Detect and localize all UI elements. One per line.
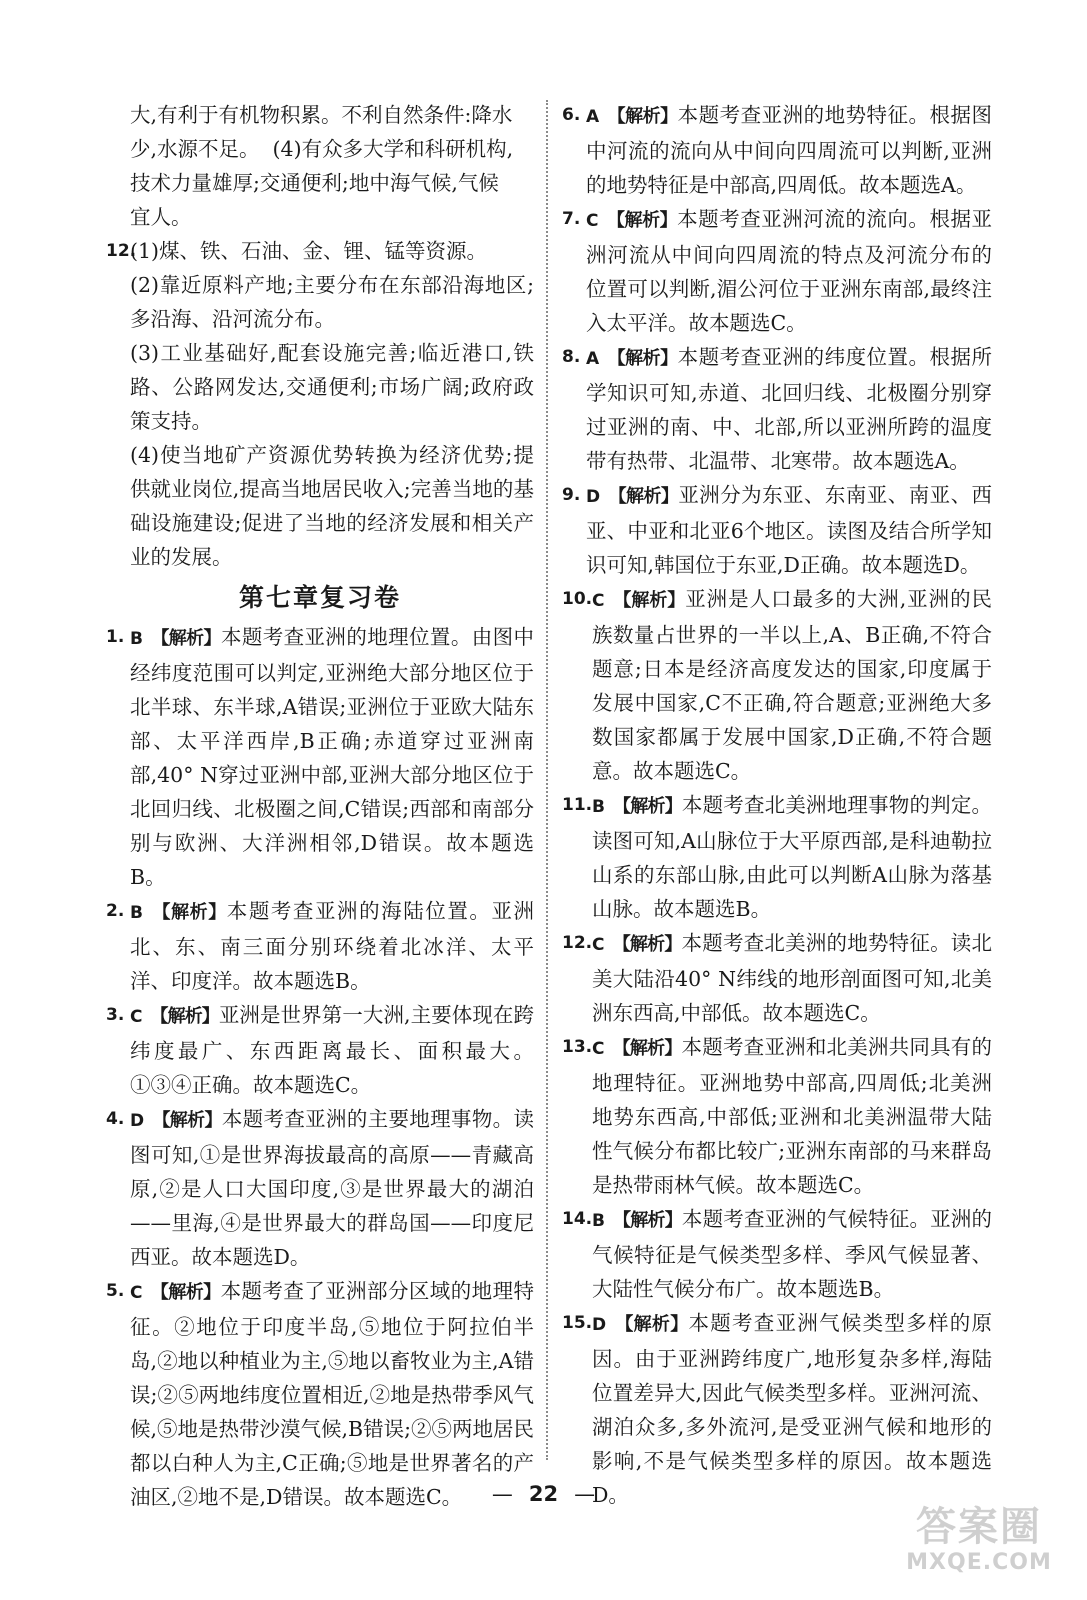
answer-item: [562, 1202, 992, 1306]
answer-letter: B: [592, 1211, 605, 1231]
item-number: 10.: [562, 589, 593, 609]
answer-item: [106, 998, 534, 1102]
answer-item: [106, 894, 534, 998]
analysis-label: 【解析】: [608, 486, 679, 507]
watermark-url: MXQE.COM: [906, 1550, 1052, 1575]
analysis-text: 本题考查亚洲的地理位置。由图中经纬度范围可以判定,亚洲绝大部分地区位于北半球、东半球,A错误;亚洲位于亚欧大陆东部、太平洋西岸,B正确;赤道穿过亚洲南部,40° N穿过亚洲中部,亚洲大部分地区位于北回归线、北极圈之间,C错误;西部和南部分别与欧洲、大洋洲相邻,D错误。故本题选B。: [130, 625, 535, 889]
item-number: 15.: [562, 1313, 593, 1333]
answer-item: [562, 582, 992, 788]
analysis-label: 【解析】: [150, 628, 221, 649]
answer-letter: C: [592, 935, 605, 955]
analysis-label: 【解析】: [612, 934, 682, 955]
analysis-label: 【解析】: [612, 1210, 682, 1231]
analysis-label: 【解析】: [612, 1038, 682, 1059]
analysis-label: 【解析】: [606, 210, 678, 231]
column-divider: [546, 100, 548, 1460]
answer-item: [562, 1030, 992, 1202]
answer-item: [562, 98, 992, 202]
item-number: 13.: [562, 1037, 593, 1057]
item-number: 11.: [562, 795, 593, 815]
watermark-title: 答案圈: [916, 1504, 1042, 1550]
answer-letter: D: [592, 1315, 607, 1335]
page-dash-left: —: [491, 1482, 513, 1506]
analysis-text: 本题考查亚洲和北美洲共同具有的地理特征。亚洲地势中部高,四周低;北美洲地势东西高,中部低;亚洲和北美洲温带大陆性气候分布都比较广;亚洲东南部的马来群岛是热带雨林气候。故本题选C。: [592, 1035, 993, 1197]
answer-letter: D: [586, 487, 601, 507]
item-number: 3.: [106, 1005, 125, 1025]
answer-letter: C: [592, 591, 605, 611]
analysis-text: 本题考查亚洲河流的流向。根据亚洲河流从中间向四周流的特点及河流分布的位置可以判断,湄公河位于亚洲东南部,最终注入太平洋。故本题选C。: [586, 207, 993, 335]
analysis-text: 本题考查亚洲的纬度位置。根据所学知识可知,赤道、北回归线、北极圈分别穿过亚洲的南、中、北部,所以亚洲所跨的温度带有热带、北温带、北寒带。故本题选A。: [586, 345, 993, 473]
answer-letter: B: [130, 903, 143, 923]
answer-letter: C: [130, 1283, 143, 1303]
answer-item: [106, 1102, 534, 1274]
continued-answer: [106, 98, 534, 234]
item-number: 6.: [562, 105, 581, 125]
sub-answer: (4)使当地矿产资源优势转换为经济优势;提供就业岗位,提高当地居民收入;完善当地的基础设施建设;促进了当地的经济发展和相关产业的发展。: [130, 443, 534, 569]
analysis-label: 【解析】: [607, 106, 678, 127]
watermark-logo: [891, 1504, 1067, 1590]
analysis-text: 亚洲是世界第一大洲,主要体现在跨纬度最广、东西距离最长、面积最大。①③④正确。故本题选C。: [130, 1003, 534, 1097]
analysis-text: 本题考查了亚洲部分区域的地理特征。②地位于印度半岛,⑤地位于阿拉伯半岛,②地以种植业为主,⑤地以畜牧业为主,A错误;②⑤两地纬度位置相近,②地是热带季风气候,⑤地是热带沙漠气候,B错误;②⑤两地居民都以白种人为主,C正确;⑤地是世界著名的产油区,②地不是,D错误。故本题选C。: [130, 1279, 535, 1509]
analysis-text: 本题考查北美洲地理事物的判定。读图可知,A山脉位于大平原西部,是科迪勒拉山系的东部山脉,由此可以判断A山脉为落基山脉。故本题选B。: [592, 793, 993, 921]
page-number: [0, 1482, 1087, 1506]
analysis-text: 本题考查北美洲的地势特征。读北美大陆沿40° N纬线的地形剖面图可知,北美洲东西高,中部低。故本题选C。: [592, 931, 993, 1025]
answer-item: [562, 788, 992, 926]
sub-answer: (2)靠近原料产地;主要分布在东部沿海地区;多沿海、沿河流分布。: [130, 273, 534, 331]
page-number-value: 22: [528, 1482, 559, 1506]
analysis-label: 【解析】: [612, 796, 682, 817]
answer-item: [106, 1274, 534, 1514]
answer-item: [562, 478, 992, 582]
analysis-label: 【解析】: [607, 348, 678, 369]
left-column: [106, 98, 534, 1514]
item-number: 5.: [106, 1281, 125, 1301]
text-line: 技术力量雄厚;交通便利;地中海气候,气候: [130, 171, 499, 195]
page-dash-right: —: [574, 1482, 596, 1506]
answer-item: [562, 926, 992, 1030]
analysis-label: 【解析】: [150, 902, 227, 923]
sub-answer: (3)工业基础好,配套设施完善;临近港口,铁路、公路网发达,交通便利;市场广阔;政府政策支持。: [130, 341, 534, 433]
sub-answer: (1)煤、铁、石油、金、锂、锰等资源。: [130, 239, 488, 263]
item-number: 4.: [106, 1109, 125, 1129]
item-number: 9.: [562, 485, 581, 505]
answer-letter: B: [130, 629, 143, 649]
analysis-label: 【解析】: [150, 1006, 219, 1027]
analysis-text: 亚洲分为东亚、东南亚、南亚、西亚、中亚和北亚6个地区。读图及结合所学知识可知,韩国位于东亚,D正确。故本题选D。: [586, 483, 993, 577]
item-number: 1.: [106, 627, 125, 647]
analysis-label: 【解析】: [612, 590, 686, 611]
item-number: 2.: [106, 901, 125, 921]
right-column: [562, 98, 992, 1512]
analysis-label: 【解析】: [614, 1314, 689, 1335]
analysis-text: 本题考查亚洲的气候特征。亚洲的气候特征是气候类型多样、季风气候显著、大陆性气候分布广。故本题选B。: [592, 1207, 993, 1301]
text-line: 宜人。: [130, 205, 192, 229]
item-number: 12.: [106, 241, 137, 261]
answer-item: [562, 202, 992, 340]
answer-letter: A: [586, 349, 600, 369]
answer-item-12: [106, 234, 534, 574]
analysis-text: 本题考查亚洲气候类型多样的原因。由于亚洲跨纬度广,地形复杂多样,海陆位置差异大,因此气候类型多样。亚洲河流、湖泊众多,多外流河,是受亚洲气候和地形的影响,不是气候类型多样的原因。故本题选D。: [592, 1311, 993, 1507]
answer-letter: A: [586, 107, 600, 127]
answer-letter: C: [592, 1039, 605, 1059]
text-line: 大,有利于有机物积累。不利自然条件:降水: [130, 103, 513, 127]
item-number: 12.: [562, 933, 593, 953]
analysis-label: 【解析】: [150, 1282, 221, 1303]
analysis-text: 本题考查亚洲的地势特征。根据图中河流的流向从中间向四周流可以判断,亚洲的地势特征是中部高,四周低。故本题选A。: [586, 103, 993, 197]
analysis-text: 亚洲是人口最多的大洲,亚洲的民族数量占世界的一半以上,A、B正确,不符合题意;日本是经济高度发达的国家,印度属于发展中国家,C不正确,符合题意;亚洲绝大多数国家都属于发展中国家,D正确,不符合题意。故本题选C。: [592, 587, 993, 783]
text-line: 少,水源不足。 (4)有众多大学和科研机构,: [130, 137, 514, 161]
answer-letter: B: [592, 797, 605, 817]
answer-item: [562, 340, 992, 478]
analysis-text: 本题考查亚洲的海陆位置。亚洲北、东、南三面分别环绕着北冰洋、太平洋、印度洋。故本题选B。: [130, 899, 535, 993]
answer-item: [106, 620, 534, 894]
analysis-label: 【解析】: [152, 1110, 222, 1131]
section-heading: 第七章复习卷: [238, 583, 401, 612]
answer-letter: D: [130, 1111, 145, 1131]
item-number: 7.: [562, 209, 581, 229]
item-number: 8.: [562, 347, 581, 367]
analysis-text: 本题考查亚洲的主要地理事物。读图可知,①是世界海拔最高的高原——青藏高原,②是人口大国印度,③是世界最大的湖泊——里海,④是世界最大的群岛国——印度尼西亚。故本题选D。: [130, 1107, 535, 1269]
item-number: 14.: [562, 1209, 593, 1229]
answer-letter: C: [586, 211, 599, 231]
answer-letter: C: [130, 1007, 143, 1027]
